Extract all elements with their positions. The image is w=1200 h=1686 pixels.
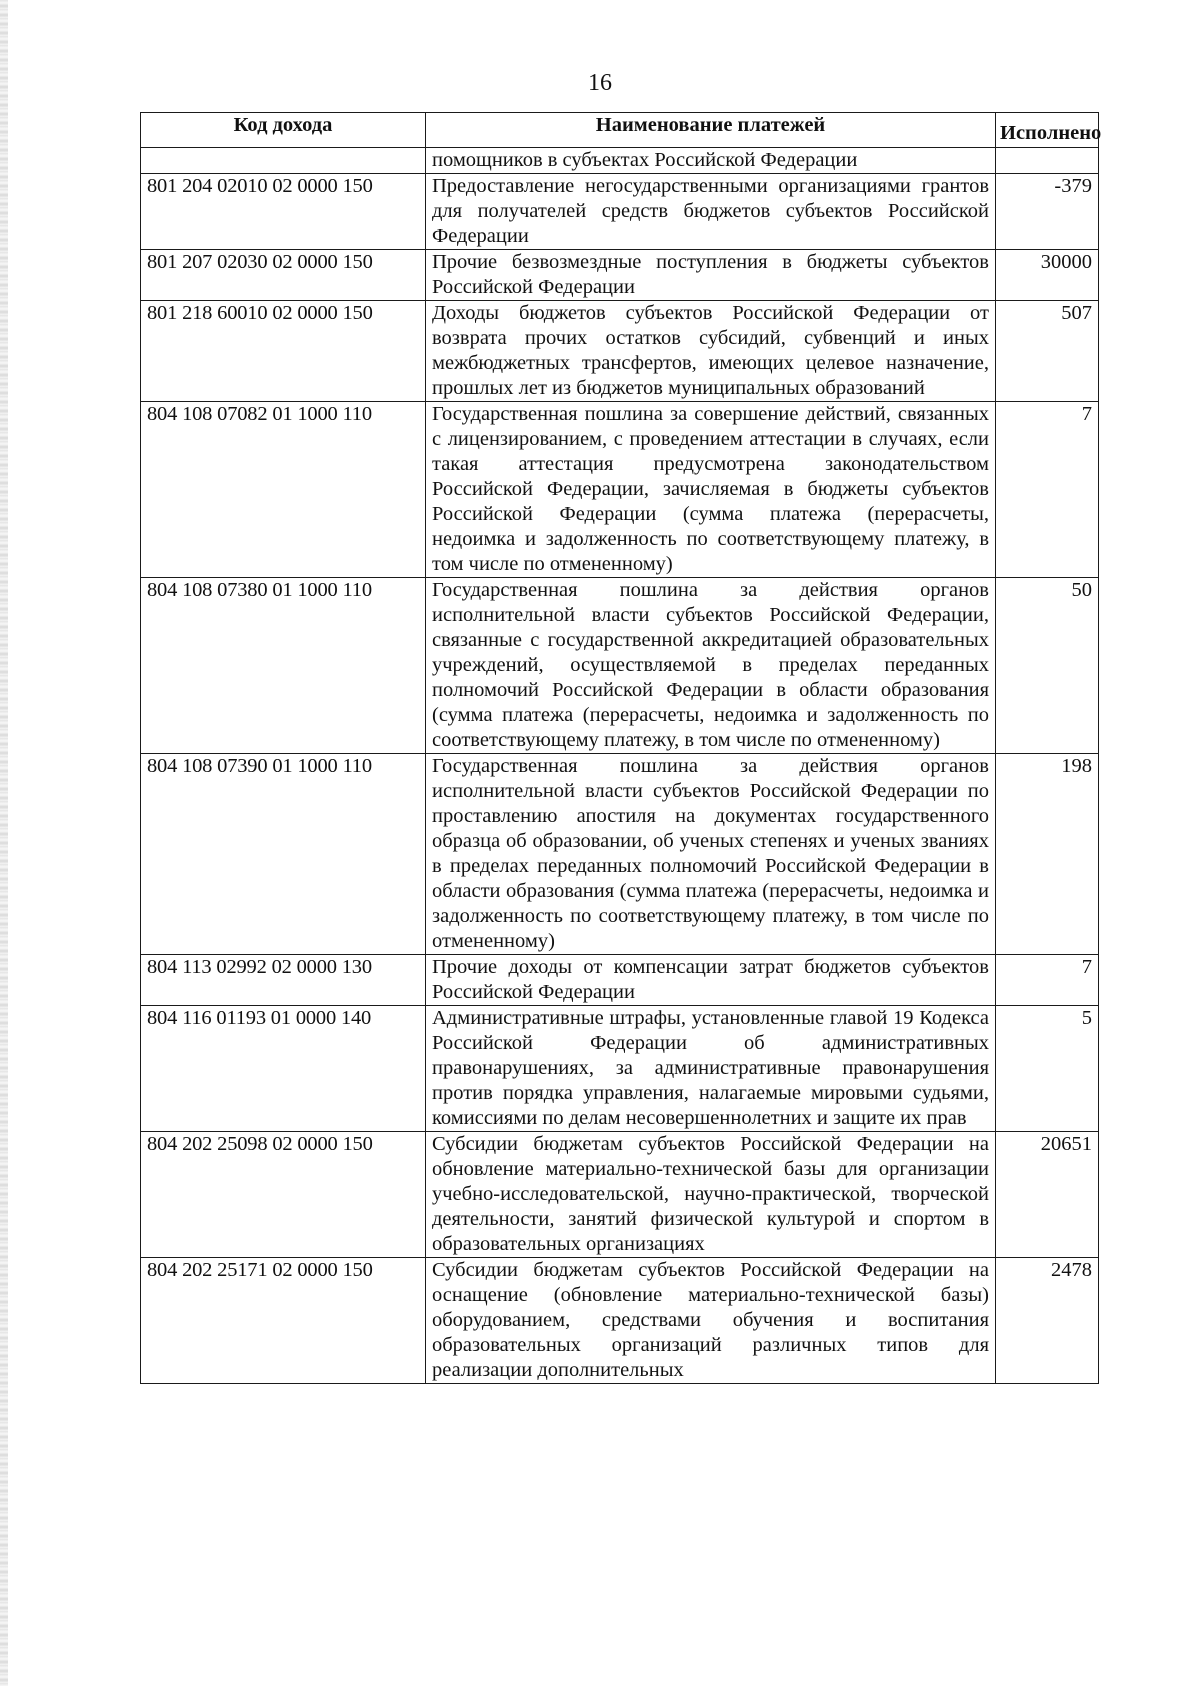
executed-amount-cell: 2478	[996, 1258, 1099, 1384]
payment-name-cell: Субсидии бюджетам субъектов Российской Федерации на оснащение (обновление материально-технической базы) оборудованием, средствами обучения и воспитания образовательных организаций различных типов для реализации дополнительных	[426, 1258, 996, 1384]
revenue-code-cell: 804 108 07390 01 1000 110	[141, 754, 426, 955]
table-row	[141, 402, 1099, 578]
executed-amount-cell: 5	[996, 1006, 1099, 1132]
page-number: 16	[588, 70, 612, 96]
executed-amount-cell: 20651	[996, 1132, 1099, 1258]
table-row	[141, 250, 1099, 301]
payment-name-cell: Государственная пошлина за совершение действий, связанных с лицензированием, с проведением аттестации в случаях, если такая аттестация предусмотрена законодательством Российской Федерации, зачисляемая в бюджеты субъектов Российской Федерации (сумма платежа (перерасчеты, недоимка и задолженность по соответствующему платежу, в том числе по отмененному)	[426, 402, 996, 578]
revenue-code-cell: 804 108 07380 01 1000 110	[141, 578, 426, 754]
table-row	[141, 301, 1099, 402]
executed-amount-cell: 198	[996, 754, 1099, 955]
payment-name-cell: Прочие доходы от компенсации затрат бюджетов субъектов Российской Федерации	[426, 955, 996, 1006]
executed-amount-cell: 7	[996, 955, 1099, 1006]
header-name: Наименование платежей	[426, 113, 996, 148]
table-header-row	[141, 113, 1099, 148]
table-row	[141, 1258, 1099, 1384]
revenue-table	[140, 112, 1102, 1384]
header-code: Код дохода	[141, 113, 426, 148]
payment-name-cell: Субсидии бюджетам субъектов Российской Федерации на обновление материально-технической базы для организации учебно-исследовательской, научно-практической, творческой деятельности, занятий физической культурой и спортом в образовательных организациях	[426, 1132, 996, 1258]
payment-name-cell: Доходы бюджетов субъектов Российской Федерации от возврата прочих остатков субсидий, субвенций и иных межбюджетных трансфертов, имеющих целевое назначение, прошлых лет из бюджетов муниципальных образований	[426, 301, 996, 402]
table-row	[141, 1132, 1099, 1258]
payment-name-cell: Административные штрафы, установленные главой 19 Кодекса Российской Федерации об административных правонарушениях, за административные правонарушения против порядка управления, налагаемые мировыми судьями, комиссиями по делам несовершеннолетних и защите их прав	[426, 1006, 996, 1132]
executed-amount-cell: 7	[996, 402, 1099, 578]
table-row	[141, 1006, 1099, 1132]
executed-amount-cell: 50	[996, 578, 1099, 754]
table-row	[141, 148, 1099, 174]
executed-amount-cell	[996, 148, 1099, 174]
revenue-code-cell	[141, 148, 426, 174]
payment-name-cell: Прочие безвозмездные поступления в бюджеты субъектов Российской Федерации	[426, 250, 996, 301]
revenue-code-cell: 804 108 07082 01 1000 110	[141, 402, 426, 578]
table-row	[141, 955, 1099, 1006]
revenue-code-cell: 804 116 01193 01 0000 140	[141, 1006, 426, 1132]
payment-name-cell: Государственная пошлина за действия органов исполнительной власти субъектов Российской Федерации, связанные с государственной аккредитацией образовательных учреждений, осуществляемой в пределах переданных полномочий Российской Федерации в области образования (сумма платежа (перерасчеты, недоимка и задолженность по соответствующему платежу, в том числе по отмененному)	[426, 578, 996, 754]
revenue-code-cell: 804 202 25098 02 0000 150	[141, 1132, 426, 1258]
table-row	[141, 578, 1099, 754]
revenue-code-cell: 801 207 02030 02 0000 150	[141, 250, 426, 301]
payment-name-cell: Предоставление негосударственными организациями грантов для получателей средств бюджетов субъектов Российской Федерации	[426, 174, 996, 250]
table-row	[141, 174, 1099, 250]
header-amount: Исполнено	[996, 113, 1099, 148]
revenue-code-cell: 801 204 02010 02 0000 150	[141, 174, 426, 250]
executed-amount-cell: -379	[996, 174, 1099, 250]
payment-name-cell: Государственная пошлина за действия органов исполнительной власти субъектов Российской Федерации по проставлению апостиля на документах государственного образца об образовании, об ученых степенях и ученых званиях в пределах переданных полномочий Российской Федерации в области образования (сумма платежа (перерасчеты, недоимка и задолженность по соответствующему платежу, в том числе по отмененному)	[426, 754, 996, 955]
executed-amount-cell: 507	[996, 301, 1099, 402]
scan-edge-artifact	[0, 0, 8, 1686]
payment-name-cell: помощников в субъектах Российской Федерации	[426, 148, 996, 174]
revenue-code-cell: 804 113 02992 02 0000 130	[141, 955, 426, 1006]
table-body	[141, 148, 1099, 1384]
executed-amount-cell: 30000	[996, 250, 1099, 301]
table-row	[141, 754, 1099, 955]
revenue-code-cell: 804 202 25171 02 0000 150	[141, 1258, 426, 1384]
revenue-code-cell: 801 218 60010 02 0000 150	[141, 301, 426, 402]
